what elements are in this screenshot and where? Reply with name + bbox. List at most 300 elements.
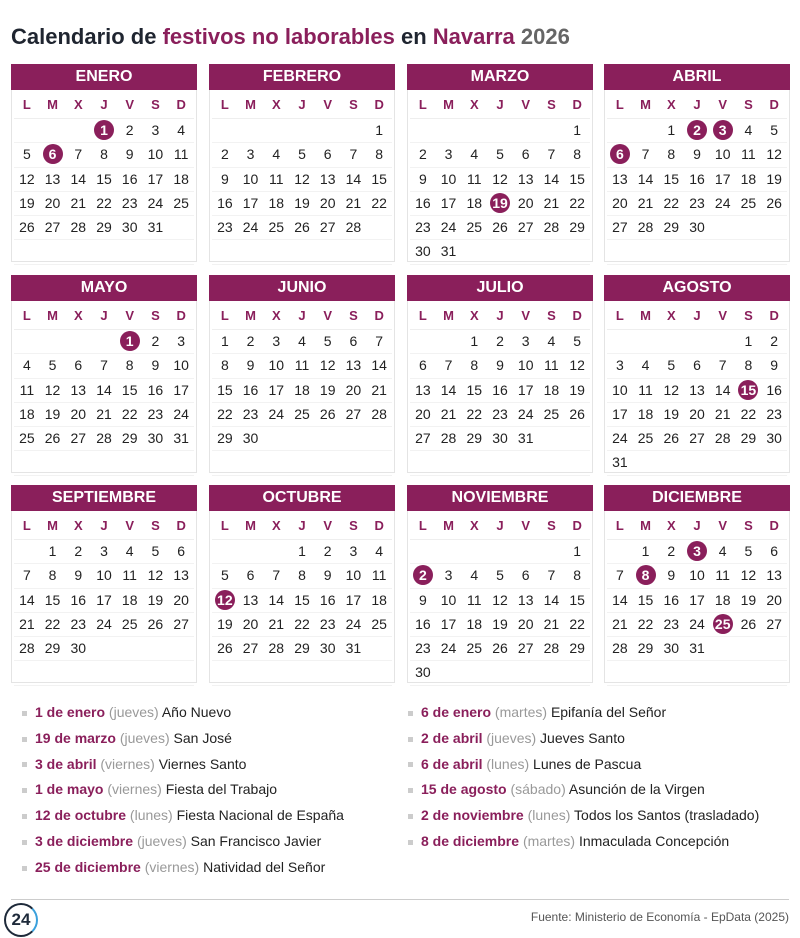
weekday-label: L — [410, 511, 436, 540]
empty-day — [366, 637, 392, 661]
day: 24 — [436, 637, 462, 661]
weekday-label: S — [736, 511, 762, 540]
empty-day — [736, 216, 762, 240]
day: 9 — [487, 354, 513, 378]
day: 15 — [212, 379, 238, 403]
empty-day — [315, 451, 341, 475]
day: 16 — [117, 168, 143, 192]
day: 4 — [263, 143, 289, 167]
legend-item — [22, 803, 344, 829]
day: 17 — [436, 192, 462, 216]
weekday-label: L — [212, 90, 238, 119]
day: 13 — [513, 589, 539, 613]
day: 8 — [289, 564, 315, 588]
weekday-label: J — [487, 301, 513, 330]
empty-day — [607, 330, 633, 354]
day: 2 — [315, 540, 341, 564]
day: 24 — [607, 427, 633, 451]
day: 13 — [168, 564, 194, 588]
day: 6 — [315, 143, 341, 167]
empty-day — [168, 240, 194, 264]
weekday-label: S — [341, 301, 367, 330]
day: 28 — [607, 637, 633, 661]
day: 14 — [14, 589, 40, 613]
day: 5 — [40, 354, 66, 378]
empty-day — [14, 119, 40, 143]
day: 27 — [168, 613, 194, 637]
day: 12 — [761, 143, 787, 167]
day-grid — [408, 511, 592, 686]
holiday-name: Inmaculada Concepción — [578, 832, 730, 849]
holiday-name: Epifanía del Señor — [550, 704, 667, 720]
holiday-weekday: (jueves) — [108, 704, 159, 720]
day: 27 — [40, 216, 66, 240]
holiday-weekday: (martes) — [522, 832, 576, 849]
day: 21 — [607, 613, 633, 637]
weekday-label: J — [684, 301, 710, 330]
day: 23 — [410, 637, 436, 661]
weekday-label: X — [461, 511, 487, 540]
holiday-weekday: (lunes) — [527, 807, 571, 824]
day: 25 — [633, 427, 659, 451]
day: 14 — [366, 354, 392, 378]
day: 11 — [461, 589, 487, 613]
empty-day — [564, 661, 590, 685]
holiday-date: 15 de agosto — [421, 781, 507, 798]
day: 20 — [607, 192, 633, 216]
holiday-day: 3 — [710, 119, 736, 143]
day: 22 — [658, 192, 684, 216]
weekday-label: J — [289, 511, 315, 540]
empty-day — [212, 661, 238, 685]
day: 28 — [710, 427, 736, 451]
holiday-date: 8 de diciembre — [421, 832, 520, 849]
day: 17 — [607, 403, 633, 427]
day: 18 — [289, 379, 315, 403]
day: 9 — [410, 168, 436, 192]
day: 21 — [539, 613, 565, 637]
day: 27 — [238, 637, 264, 661]
day: 23 — [65, 613, 91, 637]
holiday-day: 6 — [40, 143, 66, 167]
day: 12 — [658, 379, 684, 403]
empty-day — [117, 661, 143, 685]
empty-day — [607, 240, 633, 264]
day: 22 — [91, 192, 117, 216]
day: 30 — [761, 427, 787, 451]
day: 14 — [607, 589, 633, 613]
empty-day — [436, 661, 462, 685]
day-grid — [408, 301, 592, 476]
day: 10 — [238, 168, 264, 192]
holiday-name: Todos los Santos (trasladado) — [574, 807, 760, 824]
weekday-label: D — [761, 90, 787, 119]
day: 24 — [168, 403, 194, 427]
bullet-icon — [408, 788, 413, 793]
day: 27 — [315, 216, 341, 240]
day: 20 — [410, 403, 436, 427]
day: 10 — [168, 354, 194, 378]
weekday-label: V — [315, 301, 341, 330]
weekday-label: X — [65, 90, 91, 119]
empty-day — [513, 451, 539, 475]
day: 10 — [91, 564, 117, 588]
weekday-label: D — [366, 301, 392, 330]
title-year: 2026 — [514, 24, 570, 49]
empty-day — [607, 119, 633, 143]
legend-item — [22, 855, 344, 881]
weekday-label: L — [410, 90, 436, 119]
month-header: FEBRERO — [209, 64, 395, 90]
empty-day — [212, 540, 238, 564]
empty-day — [91, 637, 117, 661]
day: 29 — [633, 637, 659, 661]
weekday-label: M — [40, 301, 66, 330]
day: 13 — [513, 168, 539, 192]
holiday-name: Lunes de Pascua — [533, 755, 642, 772]
day: 1 — [289, 540, 315, 564]
holiday-name: Fiesta Nacional de España — [176, 807, 344, 824]
empty-day — [40, 240, 66, 264]
day: 28 — [366, 403, 392, 427]
day: 3 — [513, 330, 539, 354]
empty-day — [710, 637, 736, 661]
empty-day — [117, 451, 143, 475]
weekday-label: D — [761, 301, 787, 330]
day: 30 — [487, 427, 513, 451]
empty-day — [289, 240, 315, 264]
day: 3 — [238, 143, 264, 167]
day: 28 — [633, 216, 659, 240]
day: 14 — [710, 379, 736, 403]
day: 21 — [263, 613, 289, 637]
weekday-label: D — [366, 90, 392, 119]
empty-day — [14, 330, 40, 354]
bullet-icon — [22, 866, 27, 871]
day: 17 — [143, 168, 169, 192]
empty-day — [168, 637, 194, 661]
day: 6 — [513, 143, 539, 167]
day: 3 — [436, 564, 462, 588]
holiday-date: 6 de enero — [421, 704, 492, 720]
holiday-day: 8 — [633, 564, 659, 588]
day: 29 — [564, 637, 590, 661]
weekday-label: D — [564, 301, 590, 330]
day: 28 — [65, 216, 91, 240]
day: 3 — [263, 330, 289, 354]
day: 18 — [263, 192, 289, 216]
day: 12 — [487, 589, 513, 613]
weekday-label: M — [436, 301, 462, 330]
day-grid — [605, 301, 789, 476]
holiday-day: 15 — [736, 379, 762, 403]
weekday-label: L — [14, 511, 40, 540]
day: 12 — [14, 168, 40, 192]
bullet-icon — [408, 814, 413, 819]
weekday-label: X — [658, 511, 684, 540]
empty-day — [238, 540, 264, 564]
day: 24 — [341, 613, 367, 637]
month-septiembre — [11, 485, 197, 683]
day: 28 — [539, 216, 565, 240]
empty-day — [513, 661, 539, 685]
day: 7 — [341, 143, 367, 167]
weekday-label: V — [117, 301, 143, 330]
day: 19 — [289, 192, 315, 216]
month-febrero — [209, 64, 395, 262]
empty-day — [684, 661, 710, 685]
empty-day — [461, 661, 487, 685]
day: 24 — [238, 216, 264, 240]
day: 21 — [366, 379, 392, 403]
day: 21 — [91, 403, 117, 427]
day: 2 — [117, 119, 143, 143]
day: 4 — [633, 354, 659, 378]
day-grid — [605, 90, 789, 265]
weekday-label: J — [289, 90, 315, 119]
weekday-label: S — [539, 90, 565, 119]
day: 4 — [168, 119, 194, 143]
day: 27 — [761, 613, 787, 637]
day: 25 — [539, 403, 565, 427]
day: 6 — [238, 564, 264, 588]
day: 26 — [761, 192, 787, 216]
day: 7 — [607, 564, 633, 588]
weekday-label: M — [40, 511, 66, 540]
empty-day — [366, 216, 392, 240]
weekday-label: X — [65, 511, 91, 540]
day: 21 — [710, 403, 736, 427]
holiday-date: 2 de abril — [421, 729, 483, 746]
empty-day — [564, 240, 590, 264]
day: 23 — [410, 216, 436, 240]
empty-day — [487, 119, 513, 143]
day: 27 — [410, 427, 436, 451]
empty-day — [539, 661, 565, 685]
empty-day — [65, 240, 91, 264]
empty-day — [539, 427, 565, 451]
day: 5 — [761, 119, 787, 143]
weekday-label: J — [684, 511, 710, 540]
empty-day — [40, 330, 66, 354]
day: 7 — [436, 354, 462, 378]
weekday-label: L — [410, 301, 436, 330]
empty-day — [65, 119, 91, 143]
empty-day — [761, 240, 787, 264]
day: 15 — [633, 589, 659, 613]
day: 28 — [14, 637, 40, 661]
empty-day — [564, 427, 590, 451]
empty-day — [289, 119, 315, 143]
day: 26 — [212, 637, 238, 661]
empty-day — [436, 119, 462, 143]
month-octubre — [209, 485, 395, 683]
day: 1 — [212, 330, 238, 354]
weekday-label: X — [263, 301, 289, 330]
holiday-weekday: (lunes) — [486, 755, 530, 772]
empty-day — [117, 637, 143, 661]
weekday-label: X — [461, 301, 487, 330]
day: 3 — [168, 330, 194, 354]
month-enero — [11, 64, 197, 262]
day: 16 — [65, 589, 91, 613]
legend-item — [22, 829, 344, 855]
day: 25 — [461, 216, 487, 240]
weekday-label: D — [761, 511, 787, 540]
day: 9 — [658, 564, 684, 588]
legend-item — [408, 700, 759, 726]
day: 7 — [539, 564, 565, 588]
day: 30 — [315, 637, 341, 661]
title-highlight: festivos no laborables — [162, 24, 395, 49]
empty-day — [658, 661, 684, 685]
empty-day — [315, 119, 341, 143]
weekday-label: M — [633, 511, 659, 540]
day: 19 — [487, 613, 513, 637]
holiday-date: 1 de enero — [35, 704, 106, 720]
day: 25 — [117, 613, 143, 637]
day: 13 — [607, 168, 633, 192]
weekday-label: S — [539, 511, 565, 540]
weekday-label: L — [212, 511, 238, 540]
empty-day — [736, 451, 762, 475]
day: 13 — [341, 354, 367, 378]
day: 3 — [143, 119, 169, 143]
day: 17 — [91, 589, 117, 613]
day: 19 — [212, 613, 238, 637]
weekday-label: M — [436, 511, 462, 540]
day: 13 — [410, 379, 436, 403]
weekday-label: L — [607, 90, 633, 119]
month-header: MARZO — [407, 64, 593, 90]
month-header: AGOSTO — [604, 275, 790, 301]
day: 20 — [513, 613, 539, 637]
day: 24 — [436, 216, 462, 240]
empty-day — [341, 427, 367, 451]
empty-day — [315, 661, 341, 685]
day: 19 — [736, 589, 762, 613]
bullet-icon — [22, 814, 27, 819]
day: 9 — [117, 143, 143, 167]
day: 20 — [168, 589, 194, 613]
day: 11 — [539, 354, 565, 378]
day: 12 — [315, 354, 341, 378]
weekday-label: S — [341, 90, 367, 119]
day: 30 — [117, 216, 143, 240]
day: 30 — [658, 637, 684, 661]
day: 7 — [14, 564, 40, 588]
day: 20 — [513, 192, 539, 216]
holiday-weekday: (jueves) — [119, 729, 170, 746]
holiday-day: 19 — [487, 192, 513, 216]
day: 10 — [436, 589, 462, 613]
weekday-label: S — [736, 301, 762, 330]
empty-day — [736, 661, 762, 685]
title-text: Calendario de — [11, 24, 163, 49]
day: 25 — [263, 216, 289, 240]
day: 7 — [91, 354, 117, 378]
day: 7 — [65, 143, 91, 167]
day: 15 — [461, 379, 487, 403]
day-grid — [12, 511, 196, 686]
empty-day — [341, 661, 367, 685]
day: 13 — [315, 168, 341, 192]
day: 22 — [117, 403, 143, 427]
empty-day — [513, 119, 539, 143]
day: 7 — [710, 354, 736, 378]
day: 14 — [91, 379, 117, 403]
day-grid — [408, 90, 592, 265]
day: 27 — [65, 427, 91, 451]
holiday-weekday: (jueves) — [136, 832, 187, 849]
day: 16 — [761, 379, 787, 403]
day: 11 — [736, 143, 762, 167]
day: 4 — [461, 143, 487, 167]
day: 10 — [263, 354, 289, 378]
weekday-label: V — [513, 301, 539, 330]
day: 8 — [564, 564, 590, 588]
day: 30 — [65, 637, 91, 661]
day: 15 — [40, 589, 66, 613]
day: 22 — [633, 613, 659, 637]
bullet-icon — [408, 737, 413, 742]
holiday-day: 12 — [212, 589, 238, 613]
day: 14 — [341, 168, 367, 192]
day: 5 — [658, 354, 684, 378]
day: 10 — [436, 168, 462, 192]
weekday-label: J — [487, 90, 513, 119]
holiday-name: Fiesta del Trabajo — [165, 781, 278, 798]
day: 6 — [684, 354, 710, 378]
day: 22 — [564, 613, 590, 637]
empty-day — [436, 540, 462, 564]
day: 12 — [143, 564, 169, 588]
day: 18 — [633, 403, 659, 427]
bullet-icon — [408, 762, 413, 767]
weekday-label: S — [143, 301, 169, 330]
legend-item — [408, 752, 759, 778]
empty-day — [366, 661, 392, 685]
day: 2 — [761, 330, 787, 354]
day: 8 — [366, 143, 392, 167]
day: 23 — [658, 613, 684, 637]
day: 4 — [366, 540, 392, 564]
weekday-label: M — [633, 90, 659, 119]
day-grid — [210, 511, 394, 686]
day: 4 — [710, 540, 736, 564]
day: 26 — [736, 613, 762, 637]
empty-day — [461, 540, 487, 564]
day: 24 — [710, 192, 736, 216]
day: 17 — [238, 192, 264, 216]
empty-day — [487, 451, 513, 475]
empty-day — [14, 451, 40, 475]
day: 27 — [684, 427, 710, 451]
day: 6 — [65, 354, 91, 378]
empty-day — [289, 451, 315, 475]
day: 11 — [366, 564, 392, 588]
month-marzo — [407, 64, 593, 262]
day: 20 — [341, 379, 367, 403]
day: 7 — [263, 564, 289, 588]
empty-day — [212, 240, 238, 264]
holiday-day: 6 — [607, 143, 633, 167]
day: 18 — [710, 589, 736, 613]
empty-day — [736, 637, 762, 661]
title-region: Navarra — [432, 24, 515, 49]
weekday-label: S — [736, 90, 762, 119]
day: 12 — [736, 564, 762, 588]
